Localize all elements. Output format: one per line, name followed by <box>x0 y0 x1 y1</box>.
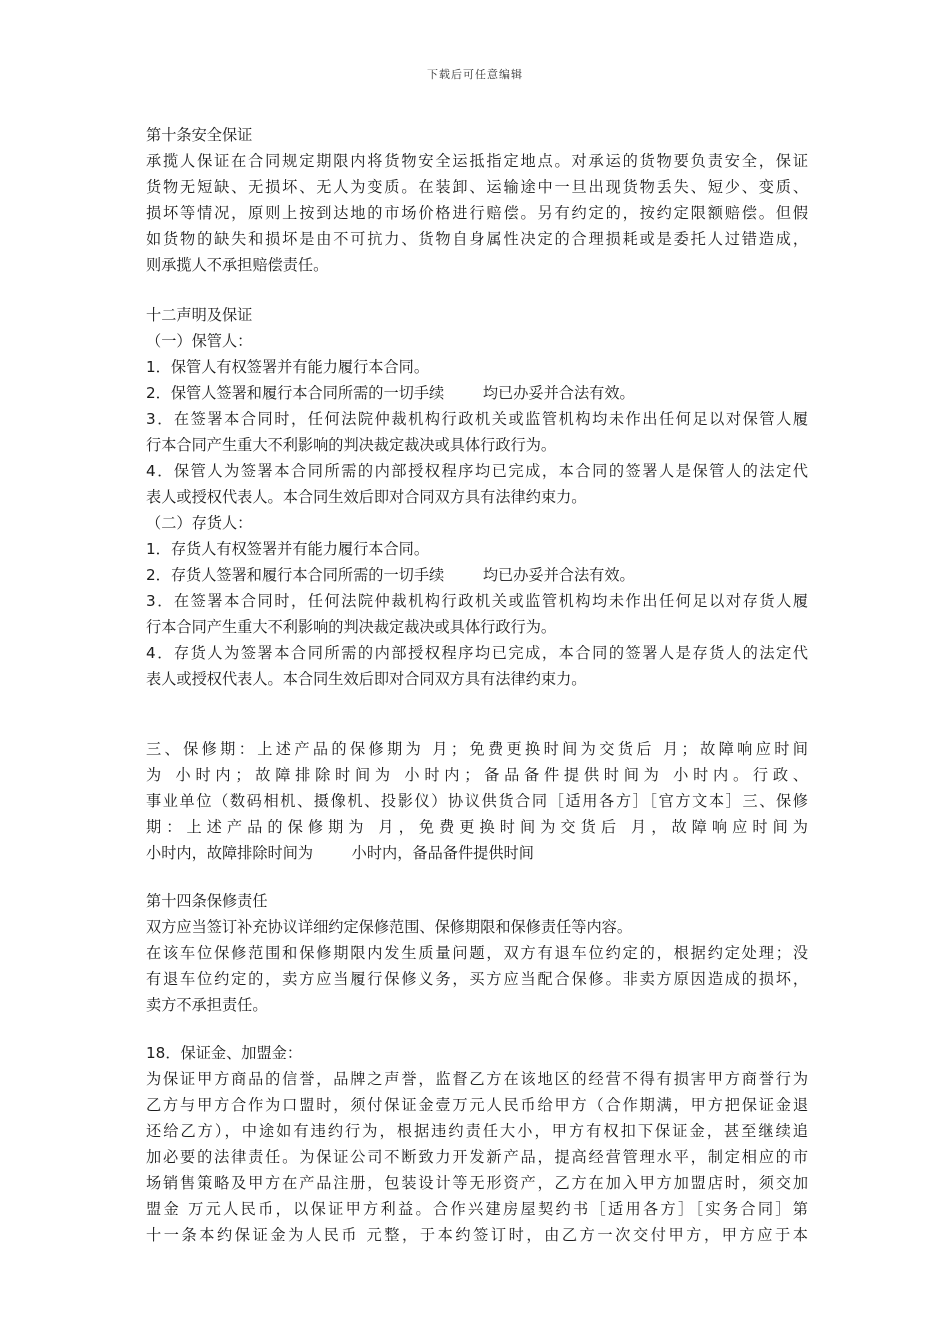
paragraph-line: 事业单位（数码相机、摄像机、投影仪）协议供货合同［适用各方］［官方文本］三、保修 <box>146 792 808 810</box>
section-title: 第十四条保修责任 <box>146 892 268 910</box>
list-item: 4．保管人为签署本合同所需的内部授权程序均已完成，本合同的签署人是保管人的法定代 <box>146 462 808 480</box>
paragraph-line: 承揽人保证在合同规定期限内将货物安全运抵指定地点。对承运的货物要负责安全，保证 <box>146 152 808 170</box>
paragraph-line: 期：上述产品的保修期为 月，免费更换时间为交货后 月，故障响应时间为 <box>146 818 808 836</box>
paragraph-line: 卖方不承担责任。 <box>146 996 268 1014</box>
paragraph-line: 损坏等情况，原则上按到达地的市场价格进行赔偿。另有约定的，按约定限额赔偿。但假 <box>146 204 808 222</box>
list-item: 表人或授权代表人。本合同生效后即对合同双方具有法律约束力。 <box>146 488 587 506</box>
list-item: 3．在签署本合同时，任何法院仲裁机构行政机关或监管机构均未作出任何足以对存货人履 <box>146 592 808 610</box>
paragraph-line: 双方应当签订补充协议详细约定保修范围、保修期限和保修责任等内容。 <box>146 918 632 936</box>
paragraph-line: 货物无短缺、无损坏、无人为变质。在装卸、运输途中一旦出现货物丢失、短少、变质、 <box>146 178 808 196</box>
paragraph-line: 十一条本约保证金为人民币 元整，于本约签订时，由乙方一次交付甲方，甲方应于本 <box>146 1226 808 1244</box>
paragraph-line: 为保证甲方商品的信誉，品牌之声誉，监督乙方在该地区的经营不得有损害甲方商誉行为 <box>146 1070 808 1088</box>
list-item: 表人或授权代表人。本合同生效后即对合同双方具有法律约束力。 <box>146 670 587 688</box>
paragraph-line: 如货物的缺失和损坏是由不可抗力、货物自身属性决定的合理损耗或是委托人过错造成， <box>146 230 808 248</box>
paragraph-line: 还给乙方），中途如有违约行为，根据违约责任大小，甲方有权扣下保证金，甚至继续追 <box>146 1122 808 1140</box>
section-title: 第十条安全保证 <box>146 126 253 144</box>
list-item: 1．存货人有权签署并有能力履行本合同。 <box>146 540 430 558</box>
subsection-title: （一）保管人： <box>146 332 253 350</box>
paragraph-line: 加必要的法律责任。为保证公司不断致力开发新产品，提高经营管理水平，制定相应的市 <box>146 1148 808 1166</box>
paragraph-line: 有退车位约定的，卖方应当履行保修义务，买方应当配合保修。非卖方原因造成的损坏， <box>146 970 808 988</box>
header-note: 下载后可任意编辑 <box>427 68 523 81</box>
list-item: 行本合同产生重大不利影响的判决裁定裁决或具体行政行为。 <box>146 618 557 636</box>
list-item: 1．保管人有权签署并有能力履行本合同。 <box>146 358 430 376</box>
list-item: 4．存货人为签署本合同所需的内部授权程序均已完成，本合同的签署人是存货人的法定代 <box>146 644 808 662</box>
paragraph-line: 三、保修期：上述产品的保修期为 月；免费更换时间为交货后 月；故障响应时间 <box>146 740 808 758</box>
section-title: 十二声明及保证 <box>146 306 253 324</box>
paragraph-line: 盟金 万元人民币，以保证甲方利益。合作兴建房屋契约书［适用各方］［实务合同］第 <box>146 1200 808 1218</box>
paragraph-line: 小时内，故障排除时间为 小时内，备品备件提供时间 <box>146 844 534 862</box>
subsection-title: （二）存货人： <box>146 514 253 532</box>
list-item: 2．存货人签署和履行本合同所需的一切手续 均已办妥并合法有效。 <box>146 566 635 584</box>
paragraph-line: 为 小时内；故障排除时间为 小时内；备品备件提供时间为 小时内。行政、 <box>146 766 808 784</box>
list-item: 行本合同产生重大不利影响的判决裁定裁决或具体行政行为。 <box>146 436 557 454</box>
document-body <box>146 122 808 1248</box>
paragraph-line: 在该车位保修范围和保修期限内发生质量问题，双方有退车位约定的，根据约定处理；没 <box>146 944 808 962</box>
paragraph-line: 则承揽人不承担赔偿责任。 <box>146 256 329 274</box>
section-title: 18．保证金、加盟金： <box>146 1044 303 1062</box>
list-item: 3．在签署本合同时，任何法院仲裁机构行政机关或监管机构均未作出任何足以对保管人履 <box>146 410 808 428</box>
list-item: 2．保管人签署和履行本合同所需的一切手续 均已办妥并合法有效。 <box>146 384 635 402</box>
paragraph-line: 场销售策略及甲方在产品注册，包装设计等无形资产，乙方在加入甲方加盟店时，须交加 <box>146 1174 808 1192</box>
paragraph-line: 乙方与甲方合作为口盟时，须付保证金壹万元人民币给甲方（合作期满，甲方把保证金退 <box>146 1096 808 1114</box>
